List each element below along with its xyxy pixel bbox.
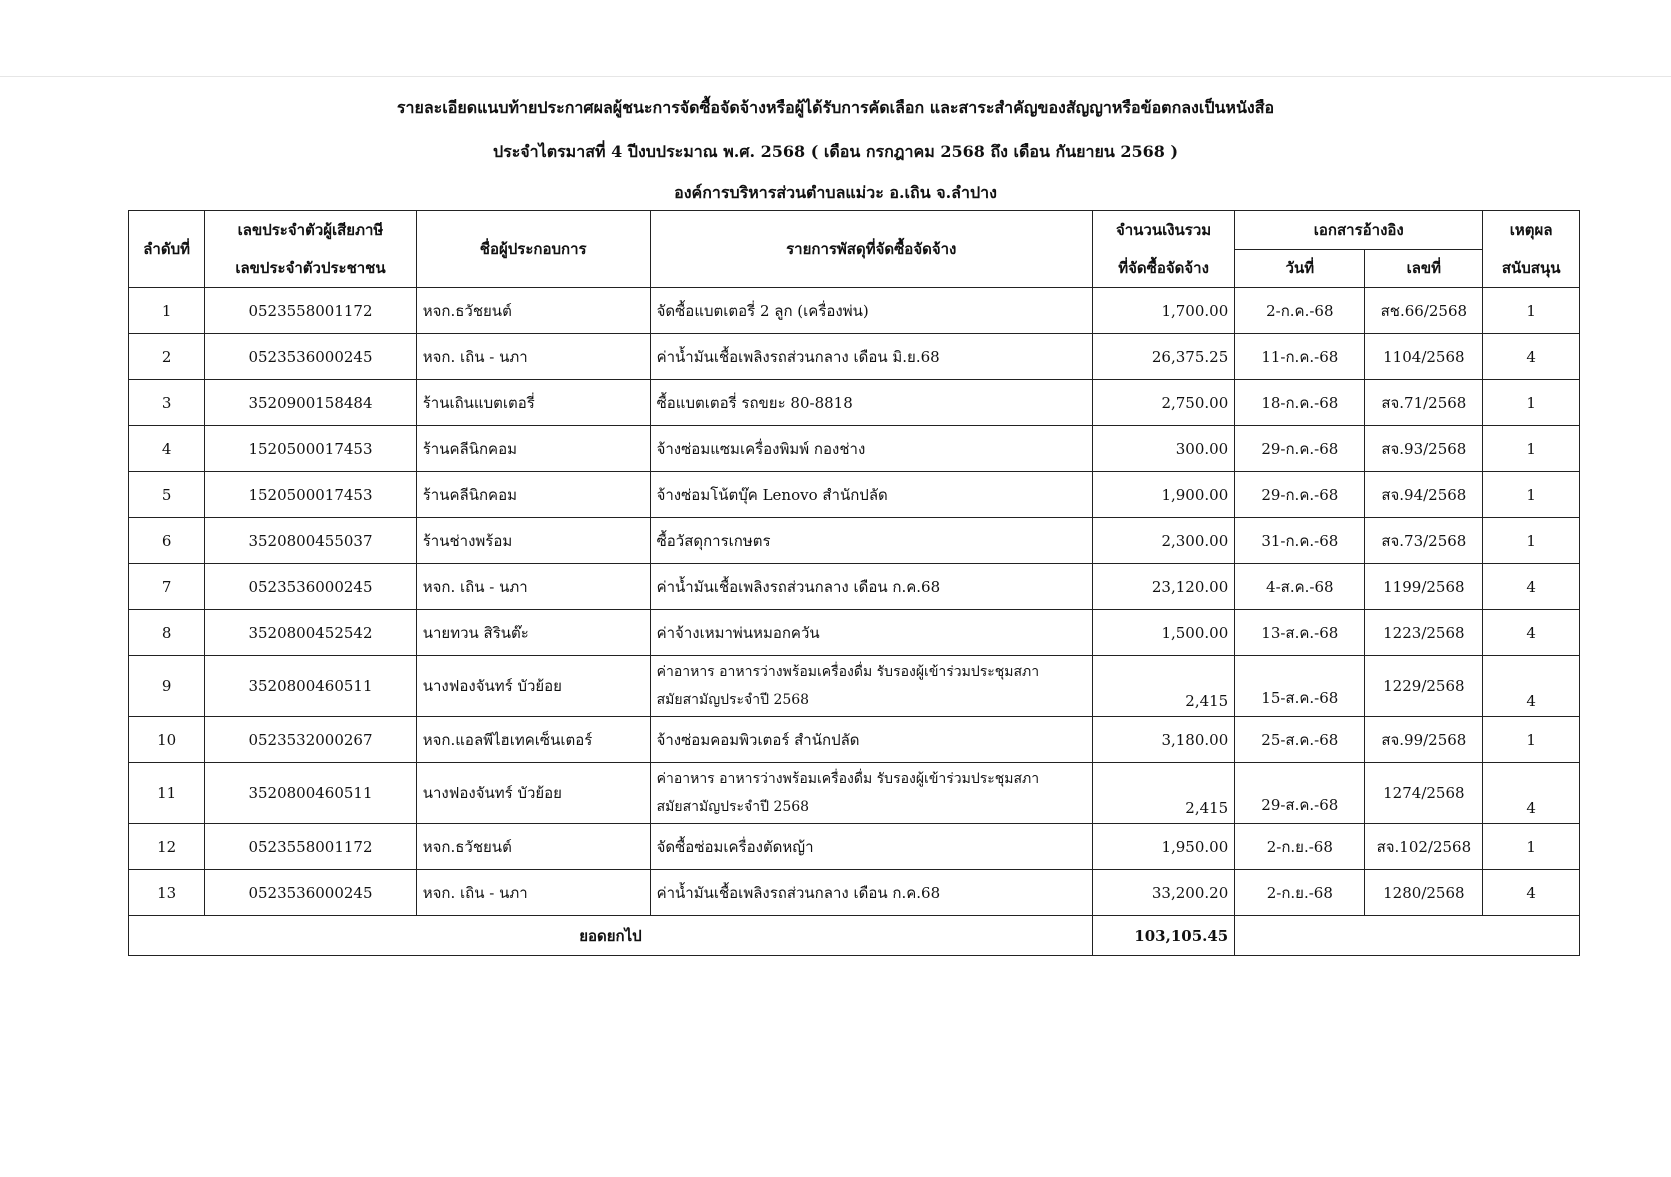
cell-seq: 4	[129, 426, 205, 472]
cell-reason: 4	[1483, 870, 1580, 916]
cell-vendor: ร้านเถินแบตเตอรี่	[416, 380, 650, 426]
cell-reason: 1	[1483, 426, 1580, 472]
cell-amount: 3,180.00	[1092, 717, 1234, 763]
header-reason-line2: สนับสนุน	[1501, 259, 1561, 277]
cell-item: ค่าน้ำมันเชื้อเพลิงรถส่วนกลาง เดือน ก.ค.68	[650, 870, 1092, 916]
header-taxid	[205, 211, 416, 288]
cell-taxid: 0523558001172	[205, 288, 416, 334]
cell-reason: 4	[1483, 656, 1580, 717]
cell-taxid: 0523536000245	[205, 870, 416, 916]
cell-vendor: หจก.ธวัชยนต์	[416, 824, 650, 870]
cell-seq: 1	[129, 288, 205, 334]
cell-item: จ้างซ่อมแซมเครื่องพิมพ์ กองช่าง	[650, 426, 1092, 472]
cell-reason: 1	[1483, 518, 1580, 564]
cell-item-line2: สมัยสามัญประจำปี 2568	[656, 799, 810, 815]
cell-seq: 5	[129, 472, 205, 518]
cell-amount: 2,415	[1092, 656, 1234, 717]
cell-item-line1: ค่าอาหาร อาหารว่างพร้อมเครื่องดื่ม รับรองผู้เข้าร่วมประชุมสภา	[656, 664, 1040, 680]
table-row	[129, 426, 1580, 472]
cell-reason: 1	[1483, 472, 1580, 518]
cell-item-line1: ค่าอาหาร อาหารว่างพร้อมเครื่องดื่ม รับรองผู้เข้าร่วมประชุมสภา	[656, 771, 1040, 787]
table-row	[129, 656, 1580, 717]
table-row	[129, 334, 1580, 380]
cell-item	[650, 656, 1092, 717]
cell-number: สจ.93/2568	[1365, 426, 1483, 472]
table-row	[129, 472, 1580, 518]
cell-date: 13-ส.ค.-68	[1235, 610, 1365, 656]
cell-date: 4-ส.ค.-68	[1235, 564, 1365, 610]
cell-number: 1280/2568	[1365, 870, 1483, 916]
cell-date: 29-ส.ค.-68	[1235, 763, 1365, 824]
cell-vendor: หจก. เถิน - นภา	[416, 564, 650, 610]
header-amount	[1092, 211, 1234, 288]
cell-reason: 1	[1483, 288, 1580, 334]
table-header-row	[129, 211, 1580, 250]
cell-amount: 300.00	[1092, 426, 1234, 472]
cell-taxid: 1520500017453	[205, 472, 416, 518]
cell-seq: 13	[129, 870, 205, 916]
cell-seq: 10	[129, 717, 205, 763]
cell-number: 1199/2568	[1365, 564, 1483, 610]
cell-number: สช.66/2568	[1365, 288, 1483, 334]
cell-date: 11-ก.ค.-68	[1235, 334, 1365, 380]
cell-item: ค่าจ้างเหมาพ่นหมอกควัน	[650, 610, 1092, 656]
cell-number: 1223/2568	[1365, 610, 1483, 656]
cell-date: 18-ก.ค.-68	[1235, 380, 1365, 426]
header-date: วันที่	[1235, 249, 1365, 288]
document-period: ประจำไตรมาสที่ 4 ปีงบประมาณ พ.ศ. 2568 ( เดือน กรกฎาคม 2568 ถึง เดือน กันยายน 2568 )	[492, 142, 1179, 161]
cell-vendor: นางฟองจันทร์ บัวย้อย	[416, 763, 650, 824]
table-row	[129, 717, 1580, 763]
header-number: เลขที่	[1365, 249, 1483, 288]
header-vendor: ชื่อผู้ประกอบการ	[416, 211, 650, 288]
cell-amount: 2,415	[1092, 763, 1234, 824]
cell-taxid: 3520800452542	[205, 610, 416, 656]
cell-item: ค่าน้ำมันเชื้อเพลิงรถส่วนกลาง เดือน มิ.ย.68	[650, 334, 1092, 380]
table-row	[129, 610, 1580, 656]
cell-date: 2-ก.ค.-68	[1235, 288, 1365, 334]
header-taxid-line2: เลขประจำตัวประชาชน	[235, 259, 386, 277]
cell-date: 2-ก.ย.-68	[1235, 824, 1365, 870]
cell-date: 31-ก.ค.-68	[1235, 518, 1365, 564]
cell-amount: 2,300.00	[1092, 518, 1234, 564]
cell-date: 29-ก.ค.-68	[1235, 426, 1365, 472]
cell-number: สจ.73/2568	[1365, 518, 1483, 564]
cell-vendor: นายทวน สิรินต๊ะ	[416, 610, 650, 656]
cell-number: 1274/2568	[1365, 763, 1483, 824]
table-row	[129, 824, 1580, 870]
cell-vendor: หจก. เถิน - นภา	[416, 334, 650, 380]
procurement-table	[128, 210, 1580, 956]
header-taxid-line1: เลขประจำตัวผู้เสียภาษี	[237, 221, 384, 239]
cell-seq: 2	[129, 334, 205, 380]
cell-vendor: ร้านคลีนิกคอม	[416, 426, 650, 472]
cell-vendor: ร้านช่างพร้อม	[416, 518, 650, 564]
cell-number: สจ.71/2568	[1365, 380, 1483, 426]
cell-reason: 4	[1483, 610, 1580, 656]
header-reason-line1: เหตุผล	[1509, 221, 1553, 239]
organization-name: องค์การบริหารส่วนตำบลแม่วะ อ.เถิน จ.ลำปาง	[674, 183, 997, 202]
cell-amount: 2,750.00	[1092, 380, 1234, 426]
table-row	[129, 288, 1580, 334]
cell-vendor: หจก.ธวัชยนต์	[416, 288, 650, 334]
header-seq: ลำดับที่	[129, 211, 205, 288]
cell-item: จัดซื้อซ่อมเครื่องตัดหญ้า	[650, 824, 1092, 870]
cell-taxid: 3520800460511	[205, 763, 416, 824]
cell-item: ซื้อวัสดุการเกษตร	[650, 518, 1092, 564]
cell-date: 29-ก.ค.-68	[1235, 472, 1365, 518]
document-title: รายละเอียดแนบท้ายประกาศผลผู้ชนะการจัดซื้อจัดจ้างหรือผู้ได้รับการคัดเลือก และสาระสำคัญของสัญญาหรือข้อตกลงเป็นหนังสือ	[396, 98, 1275, 117]
scan-artifact-line	[0, 76, 1671, 77]
cell-vendor: หจก. เถิน - นภา	[416, 870, 650, 916]
cell-amount: 26,375.25	[1092, 334, 1234, 380]
cell-taxid: 0523536000245	[205, 564, 416, 610]
cell-seq: 7	[129, 564, 205, 610]
cell-item: จ้างซ่อมคอมพิวเตอร์ สำนักปลัด	[650, 717, 1092, 763]
cell-taxid: 3520900158484	[205, 380, 416, 426]
cell-seq: 3	[129, 380, 205, 426]
cell-seq: 9	[129, 656, 205, 717]
header-item: รายการพัสดุที่จัดซื้อจัดจ้าง	[650, 211, 1092, 288]
header-refdoc: เอกสารอ้างอิง	[1235, 211, 1483, 250]
cell-vendor: หจก.แอลพีไฮเทคเซ็นเตอร์	[416, 717, 650, 763]
cell-amount: 1,500.00	[1092, 610, 1234, 656]
cell-reason: 4	[1483, 334, 1580, 380]
cell-amount: 1,700.00	[1092, 288, 1234, 334]
total-empty-cell	[1235, 916, 1580, 956]
total-label: ยอดยกไป	[129, 916, 1093, 956]
cell-taxid: 0523536000245	[205, 334, 416, 380]
cell-seq: 8	[129, 610, 205, 656]
cell-vendor: ร้านคลีนิกคอม	[416, 472, 650, 518]
cell-date: 15-ส.ค.-68	[1235, 656, 1365, 717]
cell-seq: 6	[129, 518, 205, 564]
cell-amount: 33,200.20	[1092, 870, 1234, 916]
cell-date: 25-ส.ค.-68	[1235, 717, 1365, 763]
cell-seq: 11	[129, 763, 205, 824]
cell-vendor: นางฟองจันทร์ บัวย้อย	[416, 656, 650, 717]
total-row	[129, 916, 1580, 956]
cell-taxid: 1520500017453	[205, 426, 416, 472]
header-amount-line2: ที่จัดซื้อจัดจ้าง	[1118, 259, 1209, 277]
cell-number: สจ.99/2568	[1365, 717, 1483, 763]
cell-number: 1229/2568	[1365, 656, 1483, 717]
cell-item-line2: สมัยสามัญประจำปี 2568	[656, 692, 810, 708]
table-row	[129, 564, 1580, 610]
total-amount: 103,105.45	[1092, 916, 1234, 956]
cell-item: จ้างซ่อมโน้ตบุ๊ค Lenovo สำนักปลัด	[650, 472, 1092, 518]
cell-seq: 12	[129, 824, 205, 870]
cell-number: สจ.94/2568	[1365, 472, 1483, 518]
cell-taxid: 0523532000267	[205, 717, 416, 763]
cell-date: 2-ก.ย.-68	[1235, 870, 1365, 916]
cell-taxid: 3520800460511	[205, 656, 416, 717]
cell-reason: 1	[1483, 824, 1580, 870]
cell-number: 1104/2568	[1365, 334, 1483, 380]
header-amount-line1: จำนวนเงินรวม	[1115, 221, 1212, 239]
cell-reason: 1	[1483, 380, 1580, 426]
cell-reason: 4	[1483, 763, 1580, 824]
cell-item: จัดซื้อแบตเตอรี่ 2 ลูก (เครื่องพ่น)	[650, 288, 1092, 334]
cell-taxid: 0523558001172	[205, 824, 416, 870]
table-row	[129, 763, 1580, 824]
cell-taxid: 3520800455037	[205, 518, 416, 564]
table-row	[129, 518, 1580, 564]
cell-reason: 4	[1483, 564, 1580, 610]
table-row	[129, 380, 1580, 426]
cell-item: ค่าน้ำมันเชื้อเพลิงรถส่วนกลาง เดือน ก.ค.68	[650, 564, 1092, 610]
cell-reason: 1	[1483, 717, 1580, 763]
header-reason	[1483, 211, 1580, 288]
cell-item	[650, 763, 1092, 824]
cell-amount: 23,120.00	[1092, 564, 1234, 610]
cell-amount: 1,950.00	[1092, 824, 1234, 870]
cell-number: สจ.102/2568	[1365, 824, 1483, 870]
cell-amount: 1,900.00	[1092, 472, 1234, 518]
table-row	[129, 870, 1580, 916]
cell-item: ซื้อแบตเตอรี่ รถขยะ 80-8818	[650, 380, 1092, 426]
